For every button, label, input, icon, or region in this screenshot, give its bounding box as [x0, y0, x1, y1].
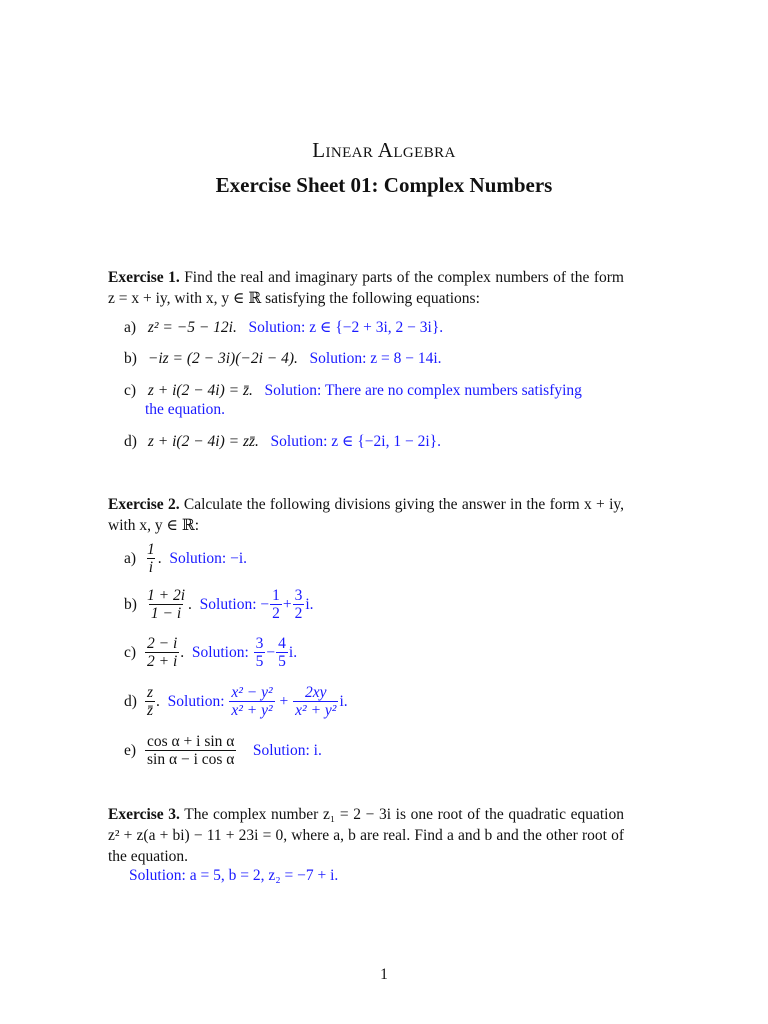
- denominator: 2: [272, 605, 280, 622]
- solution: Solution: z ∈ {−2 + 3i, 2 − 3i}.: [248, 319, 444, 336]
- numerator: cos α + i sin α: [147, 733, 235, 750]
- fraction: [145, 635, 179, 670]
- solution-tail: i.: [305, 596, 314, 613]
- exercise-1-statement: [108, 267, 624, 309]
- denominator: 2 + i: [147, 653, 178, 670]
- exercise-1-text: Find the real and imaginary parts of the complex numbers of the form z = x + iy, with x, y ∈ ℝ satisfying the following equations:: [108, 269, 624, 307]
- denominator: 1 − i: [150, 605, 182, 622]
- item-label: a): [124, 550, 137, 567]
- solution-tail: i.: [339, 693, 348, 710]
- solution-fraction-2: [293, 587, 305, 622]
- exercise-2-label: Exercise 2.: [108, 496, 180, 513]
- solution-prefix: Solution:: [167, 693, 225, 710]
- exercise-2d: d) $\frac{z}{z̄}$ . Solution: $\frac{\text{x² − y²}}{\text{x² + y²}}$ + $\frac{2xy}{\text{x² + y²}}$ i.: [124, 684, 348, 719]
- exercise-2a: a) $\frac{1}{i}$ . Solution: −i.: [124, 541, 248, 576]
- solution: [168, 684, 348, 719]
- sheet-title: Exercise Sheet 01: Complex Numbers: [215, 173, 553, 197]
- denominator: 2: [294, 605, 303, 622]
- denominator: x² + y²: [231, 702, 273, 719]
- solution: Solution: There are no complex numbers satisfying: [264, 382, 582, 399]
- exercise-3-text: The complex number z₁ = 2 − 3i is one root of the quadratic equation z² + z(a + bi) − 11 + 23i = 0, where a, b are real. Find a and b and the other root of the equation.: [108, 806, 624, 865]
- numerator: x² − y²: [231, 684, 273, 701]
- item-label: a): [124, 319, 137, 336]
- solution-fraction-2: [293, 684, 338, 719]
- exercise-2-statement: [108, 494, 624, 536]
- solution: [192, 635, 297, 670]
- page-number: 1: [380, 966, 388, 983]
- solution: Solution: −i.: [169, 550, 248, 567]
- equation: z + i(2 − 4i) = zz̄.: [147, 433, 259, 450]
- solution-continued: the equation.: [145, 401, 226, 418]
- solution-fraction-1: [229, 684, 274, 719]
- solution: Solution: i.: [252, 742, 322, 759]
- exercise-1b: [124, 349, 442, 368]
- exercise-2-text: Calculate the following divisions giving the answer in the form x + iy, with x, y ∈ ℝ:: [108, 496, 624, 534]
- item-label: b): [124, 350, 137, 367]
- exercise-1-label: Exercise 1.: [108, 269, 180, 286]
- fraction: [145, 587, 187, 622]
- numerator: 3: [294, 587, 303, 604]
- numerator: 3: [255, 635, 264, 652]
- numerator: 1: [272, 587, 280, 604]
- solution-fraction-1: [270, 587, 282, 622]
- denominator: sin α − i cos α: [147, 751, 235, 768]
- exercise-1c: [124, 381, 582, 400]
- operator: −: [266, 644, 276, 661]
- denominator: i: [148, 559, 154, 576]
- item-label: c): [124, 644, 137, 661]
- solution: Solution: z ∈ {−2i, 1 − 2i}.: [270, 433, 441, 450]
- numerator: z: [147, 684, 154, 701]
- item-label: b): [124, 596, 137, 613]
- denominator: z̄: [147, 702, 154, 719]
- solution: [200, 587, 314, 622]
- fraction: [145, 733, 236, 768]
- item-label: d): [124, 433, 137, 450]
- numerator: 1: [147, 541, 155, 558]
- denominator: x² + y²: [295, 702, 337, 719]
- exercise-3-label: Exercise 3.: [108, 806, 180, 823]
- exercise-2e: [124, 733, 322, 768]
- solution-fraction-1: [254, 635, 266, 670]
- course-title: Linear Algebra: [312, 138, 456, 162]
- equation: z + i(2 − 4i) = z̄.: [147, 382, 253, 399]
- operator: +: [279, 693, 289, 710]
- numerator: 1 + 2i: [147, 587, 186, 604]
- item-label: e): [124, 742, 137, 759]
- denominator: 5: [278, 653, 286, 670]
- item-label: d): [124, 693, 137, 710]
- exercise-3-solution: Solution: a = 5, b = 2, z₂ = −7 + i.: [129, 867, 339, 884]
- numerator: 4: [278, 635, 286, 652]
- exercise-1d: [124, 432, 441, 451]
- solution: Solution: z = 8 − 14i.: [309, 350, 442, 367]
- solution-prefix: Solution: −: [199, 596, 270, 613]
- solution-prefix: Solution:: [191, 644, 249, 661]
- exercise-2c: c) $\frac{2 - i}{2 + i}$ . Solution: $\frac{3}{5}$ − $\frac{4}{5}$ i.: [124, 635, 298, 670]
- numerator: 2 − i: [147, 635, 178, 652]
- numerator: 2xy: [305, 684, 327, 701]
- solution-fraction-2: [276, 635, 288, 670]
- operator: +: [282, 596, 292, 613]
- equation: z² = −5 − 12i.: [147, 319, 237, 336]
- fraction: [145, 541, 157, 576]
- exercise-3-statement: [108, 804, 624, 867]
- solution-tail: i.: [288, 644, 298, 661]
- exercise-1a: [124, 318, 443, 337]
- item-label: c): [124, 382, 137, 399]
- equation: −iz = (2 − 3i)(−2i − 4).: [147, 350, 298, 367]
- fraction: [145, 684, 155, 719]
- denominator: 5: [255, 653, 264, 670]
- exercise-2b: b) $\frac{1 + 2i}{1 - i}$ . Solution: − $\frac{1}{2}$ + $\frac{3}{2}$ i.: [124, 587, 314, 622]
